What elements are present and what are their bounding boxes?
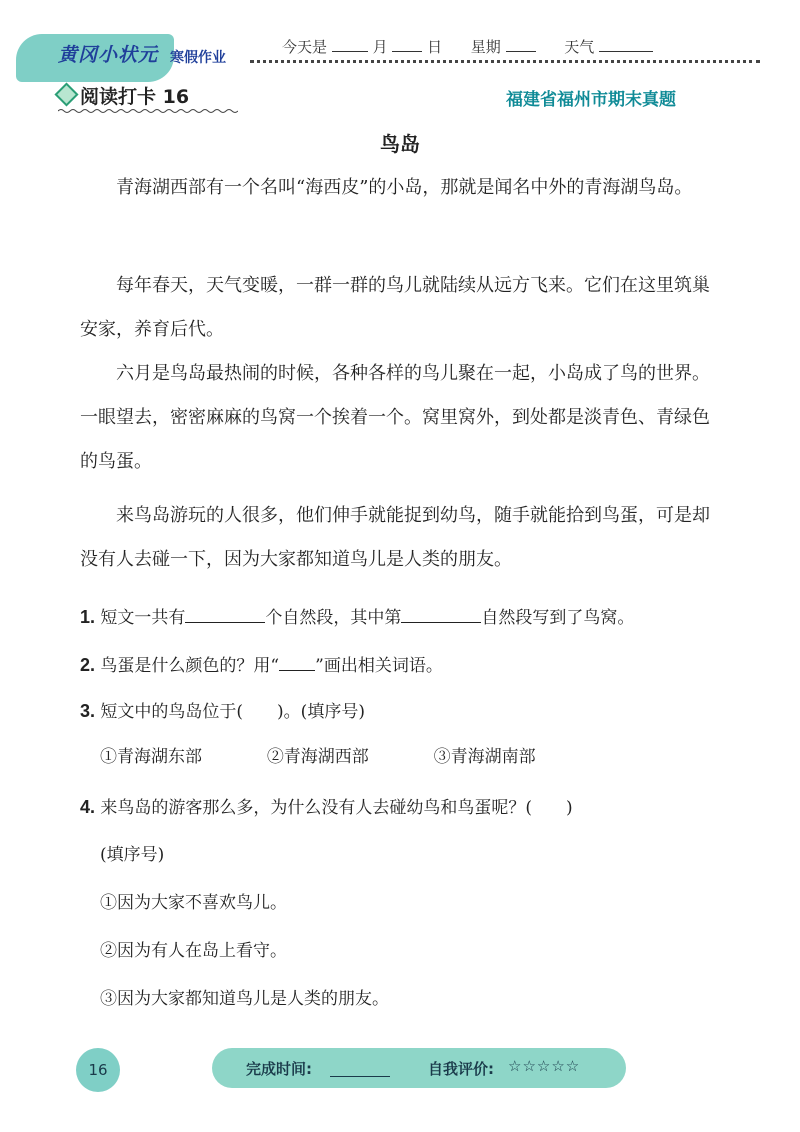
paragraph-1: 青海湖西部有一个名叫“海西皮”的小岛，那就是闻名中外的青海湖鸟岛。 bbox=[116, 177, 693, 198]
question-number: 3. bbox=[80, 701, 96, 721]
completion-time-label: 完成时间: bbox=[246, 1060, 312, 1078]
option-item[interactable]: ①因为大家不喜欢鸟儿。 bbox=[100, 893, 287, 913]
checkin-heading bbox=[80, 82, 189, 109]
date-line bbox=[282, 36, 653, 57]
question-4-text: 来鸟岛的游客那么多，为什么没有人去碰幼鸟和鸟蛋呢？( ) bbox=[100, 798, 573, 818]
paragraph-3: 六月是鸟岛最热闹的时候，各种各样的鸟儿聚在一起，小岛成了鸟的世界。一眼望去，密密麻麻的鸟窝一个挨着一个。窝里窝外，到处都是淡青色、青绿色的鸟蛋。 bbox=[80, 363, 710, 472]
question-4-hint: (填序号) bbox=[100, 845, 165, 865]
checkin-number: 16 bbox=[162, 86, 190, 108]
wavy-underline bbox=[58, 108, 238, 114]
question-1 bbox=[80, 602, 634, 633]
option-item[interactable]: ③因为大家都知道鸟儿是人类的朋友。 bbox=[100, 989, 389, 1009]
question-number: 2. bbox=[80, 655, 96, 675]
self-eval-label: 自我评价: bbox=[428, 1060, 494, 1078]
answer-blank-paragraph-count[interactable] bbox=[185, 604, 265, 623]
question-number: 1. bbox=[80, 607, 96, 627]
underline-sample bbox=[279, 652, 315, 671]
option-item[interactable]: ①青海湖东部 bbox=[100, 747, 202, 767]
exam-source: 福建省福州市期末真题 bbox=[506, 90, 676, 110]
weekday-blank[interactable] bbox=[506, 37, 536, 52]
month-label: 月 bbox=[372, 38, 388, 56]
question-3-text: 短文中的鸟岛位于( )。(填序号) bbox=[100, 702, 365, 722]
option-item[interactable]: ②因为有人在岛上看守。 bbox=[100, 941, 287, 961]
question-3 bbox=[80, 696, 365, 727]
day-label: 日 bbox=[427, 38, 443, 56]
paragraph-2: 每年春天，天气变暖，一群一群的鸟儿就陆续从远方飞来。它们在这里筑巢安家，养育后代。 bbox=[80, 275, 710, 340]
question-2-part-a: 鸟蛋是什么颜色的？用“ bbox=[100, 656, 280, 676]
answer-blank-paragraph-index[interactable] bbox=[401, 604, 481, 623]
question-1-part-a: 短文一共有 bbox=[100, 608, 186, 628]
brand-logo: 黄冈小状元 bbox=[58, 44, 159, 66]
question-number: 4. bbox=[80, 797, 96, 817]
question-3-options bbox=[100, 742, 536, 772]
diamond-icon bbox=[54, 82, 78, 106]
article-title: 鸟岛 bbox=[380, 132, 420, 156]
header-dotted-divider bbox=[250, 60, 760, 63]
question-2-part-b: ”画出相关词语。 bbox=[315, 656, 443, 676]
weather-blank[interactable] bbox=[599, 37, 653, 52]
page-number: 16 bbox=[76, 1048, 120, 1092]
question-1-part-c: 自然段写到了鸟窝。 bbox=[481, 608, 635, 628]
question-2 bbox=[80, 650, 443, 681]
option-item[interactable]: ③青海湖南部 bbox=[433, 747, 536, 767]
completion-time-blank[interactable] bbox=[330, 1076, 390, 1077]
question-4 bbox=[80, 792, 573, 823]
weekday-label: 星期 bbox=[470, 38, 501, 56]
date-prefix: 今天是 bbox=[282, 38, 328, 56]
checkin-title: 阅读打卡 bbox=[80, 86, 157, 108]
option-item[interactable]: ②青海湖西部 bbox=[266, 747, 369, 767]
rating-stars-icon[interactable]: ☆☆☆☆☆ bbox=[508, 1057, 581, 1075]
weather-label: 天气 bbox=[564, 38, 595, 56]
question-1-part-b: 个自然段，其中第 bbox=[265, 608, 402, 628]
month-blank[interactable] bbox=[332, 37, 368, 52]
paragraph-4: 来鸟岛游玩的人很多，他们伸手就能捉到幼鸟，随手就能拾到鸟蛋，可是却没有人去碰一下，因为大家都知道鸟儿是人类的朋友。 bbox=[80, 505, 710, 570]
series-label: 寒假作业 bbox=[170, 50, 226, 66]
day-blank[interactable] bbox=[392, 37, 422, 52]
